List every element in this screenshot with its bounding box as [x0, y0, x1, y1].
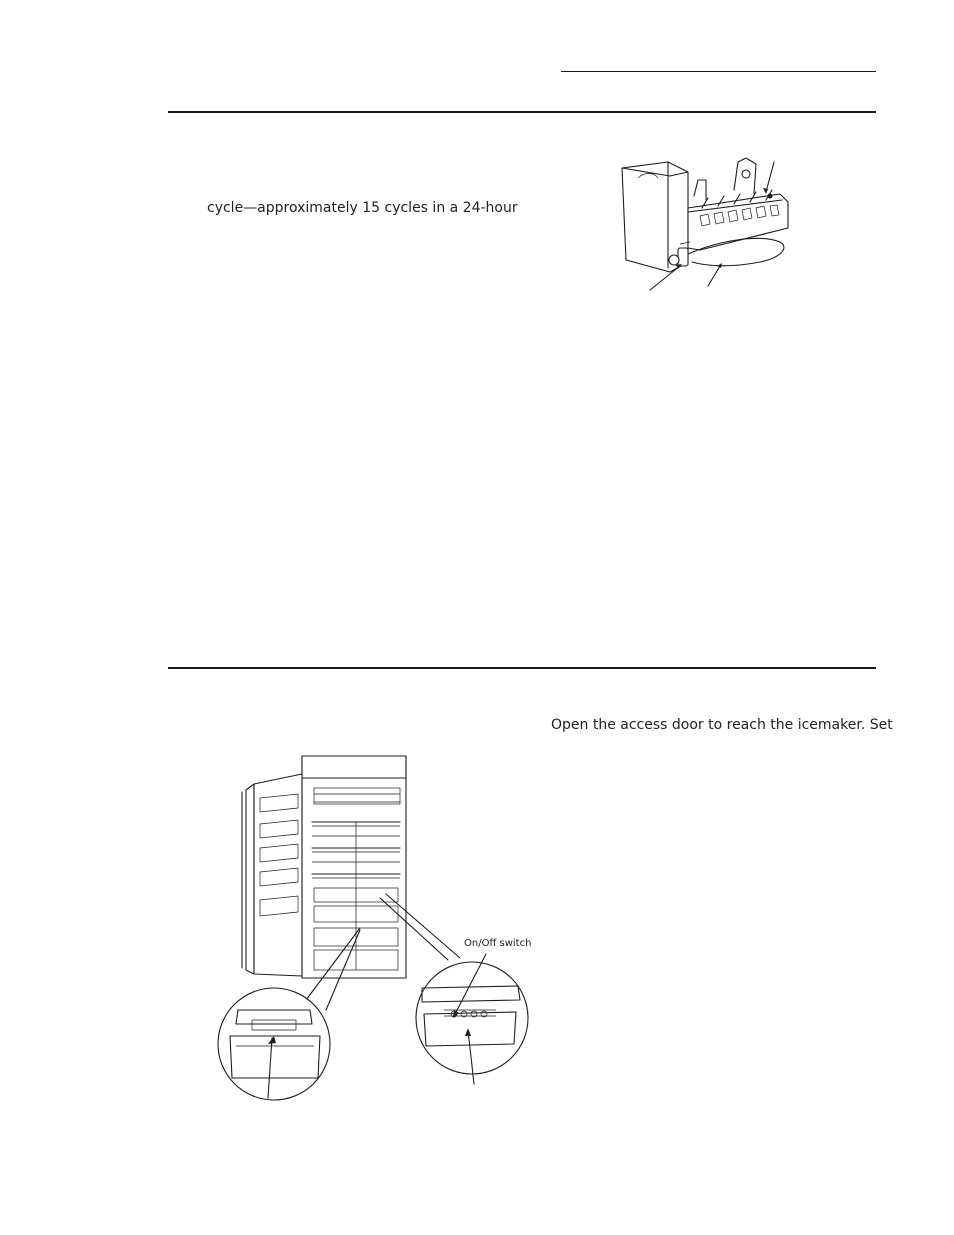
header-short-rule — [561, 71, 876, 72]
upper-body-line: cycle—approximately 15 cycles in a 24-hour — [207, 200, 518, 216]
icemaker-illustration — [610, 150, 820, 300]
section-rule-bottom — [168, 667, 876, 669]
switch-callout-label: On/Off switch — [464, 938, 532, 949]
refrigerator-illustration — [210, 748, 540, 1118]
section-rule-top — [168, 111, 876, 113]
instruction-line: Open the access door to reach the icemaker. Set — [551, 717, 893, 733]
